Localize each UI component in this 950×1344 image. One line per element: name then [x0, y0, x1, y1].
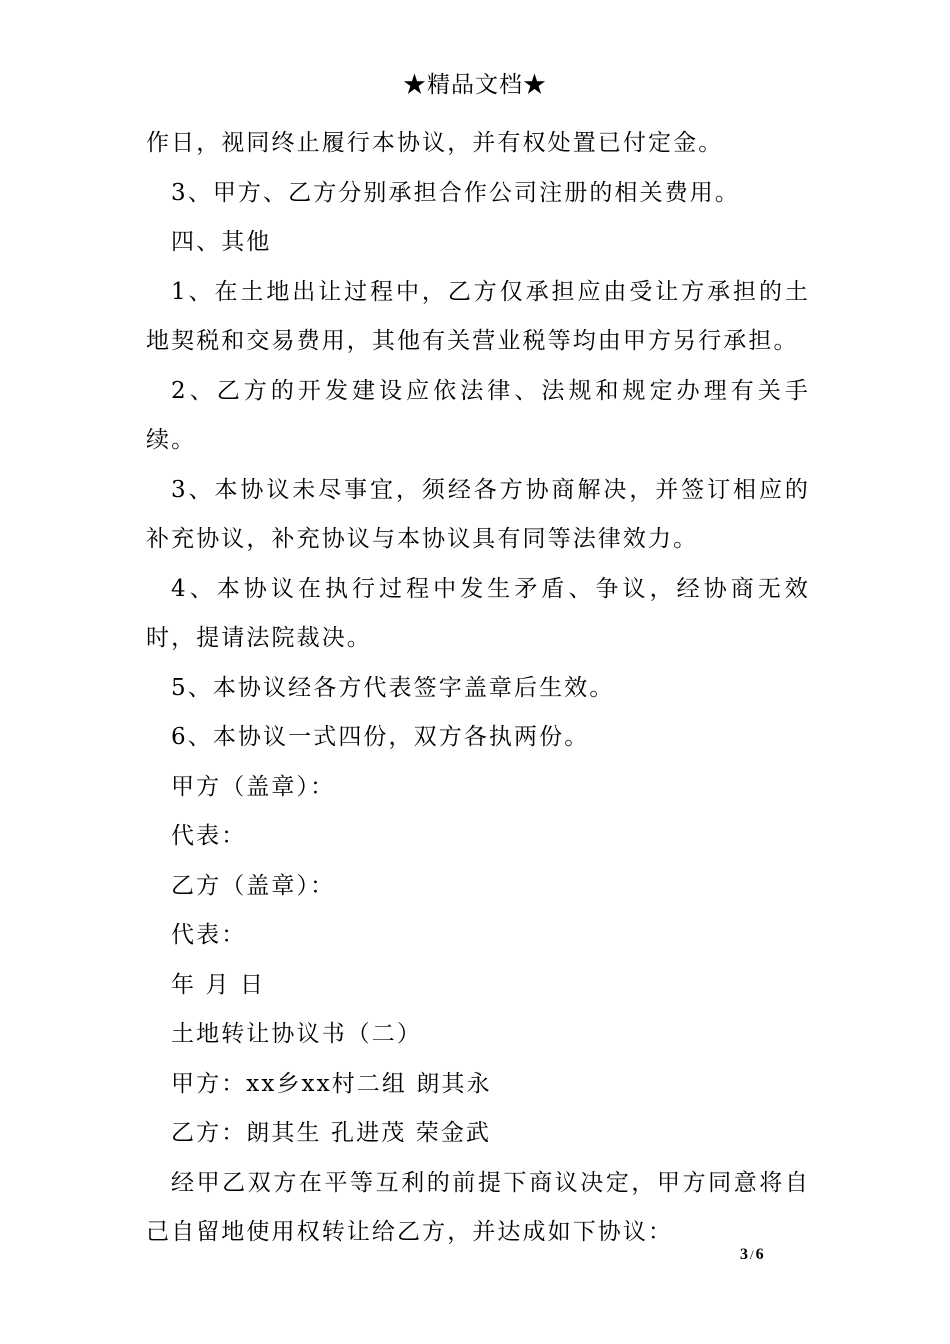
party-a-line: 甲方：xx乡xx村二组 朗其永	[171, 1070, 492, 1097]
page-number	[740, 1244, 764, 1266]
paragraph-8: 5、本协议经各方代表签字盖章后生效。	[171, 674, 615, 701]
section-heading-other: 四、其他	[171, 229, 272, 255]
paragraph-4: 1、在土地出让过程中，乙方仅承担应由受让方承担的土地契税和交易费用，其他有关营业税等均由甲方另行承担。	[146, 278, 810, 354]
party-b-line: 乙方：朗其生 孔进茂 荣金武	[171, 1120, 492, 1146]
document-body	[146, 119, 810, 1258]
agreement-intro: 经甲乙双方在平等互利的前提下商议决定，甲方同意将自己自留地使用权转让给乙方，并达成如下协议：	[146, 1169, 810, 1245]
document-title-two: 土地转让协议书（二）	[171, 1021, 422, 1047]
signature-rep-b: 代表：	[171, 922, 247, 948]
header-title: ★精品文档★	[403, 72, 547, 98]
paragraph-5: 2、乙方的开发建设应依法律、法规和规定办理有关手续。	[146, 377, 810, 453]
signature-party-b: 乙方（盖章）：	[171, 872, 336, 899]
paragraph-2: 3、甲方、乙方分别承担合作公司注册的相关费用。	[171, 179, 740, 206]
page-total: 6	[755, 1246, 764, 1263]
page-current: 3	[740, 1246, 748, 1263]
page-separator: /	[750, 1247, 754, 1262]
paragraph-6: 3、本协议未尽事宜，须经各方协商解决，并签订相应的补充协议，补充协议与本协议具有同等法律效力。	[146, 476, 810, 552]
paragraph-9: 6、本协议一式四份，双方各执两份。	[171, 724, 590, 750]
signature-rep-a: 代表：	[171, 823, 247, 849]
signature-date: 年 月 日	[171, 971, 266, 998]
signature-party-a: 甲方（盖章）：	[171, 773, 336, 800]
paragraph-1: 作日，视同终止履行本协议，并有权处置已付定金。	[146, 130, 724, 156]
page-header	[0, 68, 950, 102]
paragraph-7: 4、本协议在执行过程中发生矛盾、争议，经协商无效时，提请法院裁决。	[146, 575, 810, 651]
